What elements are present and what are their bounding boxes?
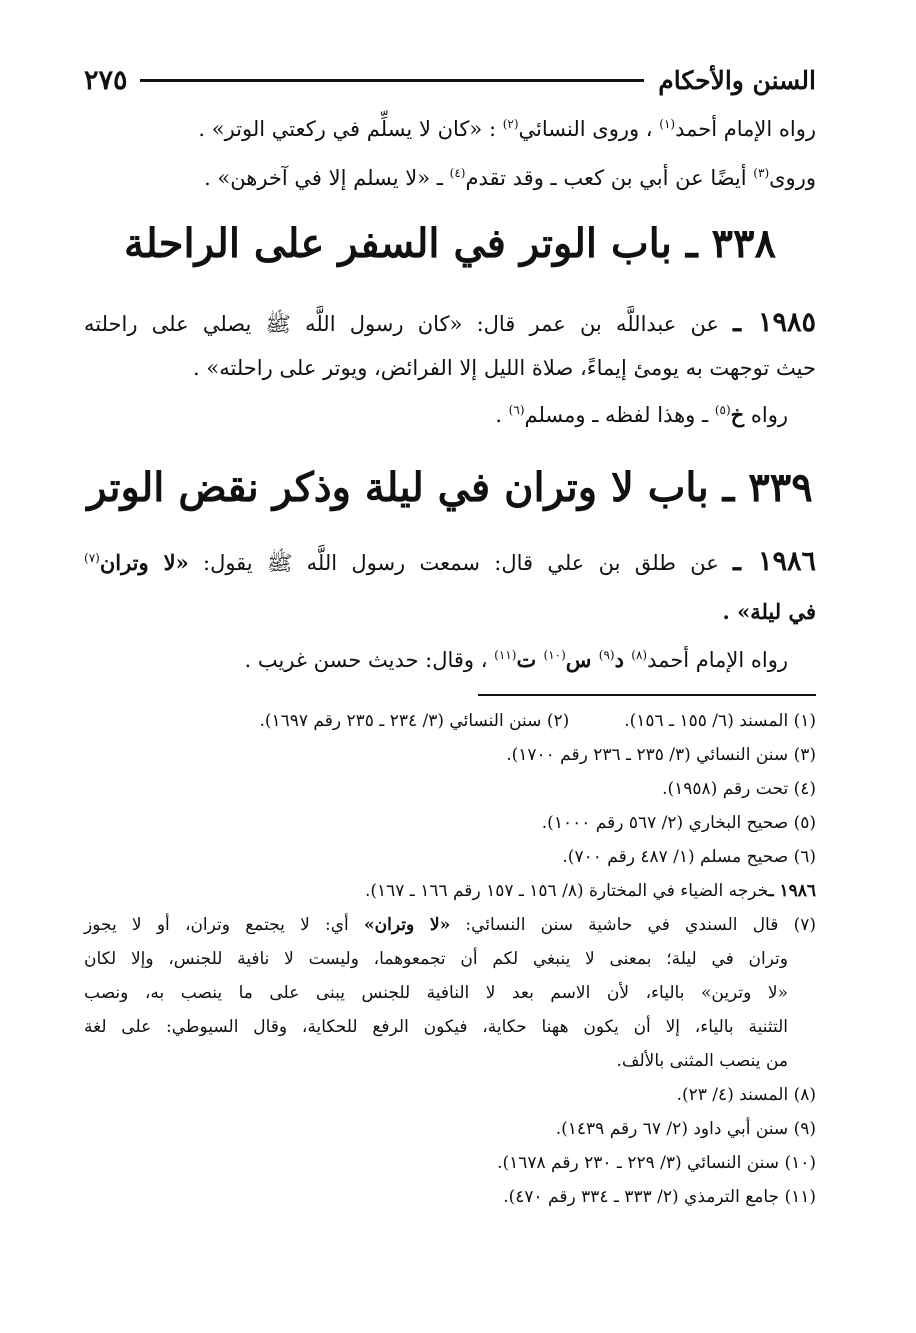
footnote-text-bold: «لا وتران» <box>364 915 451 935</box>
footnote-11: (١١) جامع الترمذي (٢/ ٣٣٣ ـ ٣٣٤ رقم ٤٧٠). <box>503 1187 816 1207</box>
running-title: السنن والأحكام <box>658 65 816 95</box>
hadith-1985-line-2: حيث توجهت به يومئ إيماءً، صلاة الليل إلا الفرائض، ويوتر على راحلته» . <box>193 356 816 380</box>
footnote-2: (٢) سنن النسائي (٣/ ٢٣٤ ـ ٢٣٥ رقم ١٦٩٧). <box>259 711 570 731</box>
intro-text: ـ «لا يسلم إلا في آخرهن» . <box>204 166 450 190</box>
footnote-7-line-2: وتران في ليلة؛ بمعنى لا ينبغي لكم أن تجمعوهما، وليست لا نافية للجنس، وإلا لكان <box>84 949 788 969</box>
header-rule <box>140 79 645 82</box>
source-code: خ <box>730 402 745 427</box>
hadith-text: عن طلق بن علي قال: سمعت رسول اللَّه ﷺ يقول: <box>188 551 734 575</box>
hadith-1986-narration <box>84 645 788 675</box>
footnote-ref: (١٠) <box>543 648 566 662</box>
footnote-7-line-4: التثنية بالياء، إلا أن يكون ههنا حكاية، فيكون الرفع للحكاية، وقال السيوطي: على لغة <box>84 1017 788 1037</box>
narration-text: ، وقال: حديث حسن غريب . <box>244 648 495 672</box>
hadith-number: ١٩٨٥ ـ <box>733 307 816 338</box>
footnote-4: (٤) تحت رقم (١٩٥٨). <box>662 779 816 799</box>
narration-text: رواه <box>744 403 788 427</box>
footnote-ref: (٤) <box>449 166 466 180</box>
footnote-1: (١) المسند (٦/ ١٥٥ ـ ١٥٦). <box>624 711 816 731</box>
footnote-ref: (٦) <box>508 403 525 417</box>
hadith-1985-narration <box>84 400 788 430</box>
footnote-text: (٧) قال السندي في حاشية سنن النسائي: <box>450 915 816 935</box>
footnote-10: (١٠) سنن النسائي (٣/ ٢٢٩ ـ ٢٣٠ رقم ١٦٧٨). <box>497 1153 816 1173</box>
footnote-text: أي: لا يجتمع وتران، أو لا يجوز <box>84 915 364 935</box>
intro-line-1 <box>84 114 816 144</box>
narration-text: . <box>495 403 509 427</box>
footnote-7-line-5: من ينصب المثنى بالألف. <box>616 1051 788 1071</box>
hadith-number: ١٩٨٦ ـ <box>733 546 816 577</box>
narration-text: ـ وهذا لفظه ـ ومسلم <box>524 403 715 427</box>
hadith-1986-line-2: في ليلة» . <box>722 599 816 624</box>
footnote-7-line-3: «لا وترين» بالياء، لأن الاسم بعد لا النافية للجنس يبنى على ما ينصب به، ونصب <box>84 983 788 1003</box>
running-header <box>84 58 816 102</box>
intro-text: رواه الإمام أحمد <box>675 117 816 141</box>
intro-text: وروى <box>769 166 816 190</box>
footnote-text: خرجه الضياء في المختارة (٨/ ١٥٦ ـ ١٥٧ رقم ١٦٦ ـ ١٦٧). <box>364 881 769 901</box>
footnote-ref: (٩) <box>598 648 615 662</box>
source-code: د <box>614 647 632 672</box>
footnote-6: (٦) صحيح مسلم (١/ ٤٨٧ رقم ٧٠٠). <box>562 847 816 867</box>
chapter-heading-339: ٣٣٩ ـ باب لا وتران في ليلة وذكر نقض الوتر <box>87 464 813 511</box>
hadith-number: ١٩٨٦ ـ <box>768 881 816 901</box>
intro-text: أيضًا عن أبي بن كعب ـ وقد تقدم <box>465 166 754 190</box>
narration-text: رواه الإمام أحمد <box>647 648 788 672</box>
footnote-5: (٥) صحيح البخاري (٢/ ٥٦٧ رقم ١٠٠٠). <box>541 813 816 833</box>
footnote-1-2 <box>84 706 816 736</box>
footnote-separator <box>478 694 816 696</box>
hadith-text: عن عبداللَّه بن عمر قال: «كان رسول اللَّه ﷺ يصلي على راحلته <box>84 312 734 336</box>
footnote-ref: (٥) <box>714 403 731 417</box>
hadith-1986-line-1 <box>84 547 816 578</box>
intro-text: : «كان لا يسلِّم في ركعتي الوتر» . <box>198 117 503 141</box>
source-code: س <box>565 647 599 672</box>
page-number: ٢٧٥ <box>84 64 128 96</box>
footnote-1986 <box>84 876 816 906</box>
footnote-7-line-1 <box>84 910 816 940</box>
hadith-1985-line-1 <box>84 308 816 339</box>
footnote-ref: (٧) <box>84 551 100 565</box>
footnote-ref: (٨) <box>631 648 648 662</box>
footnote-ref: (٢) <box>502 117 519 131</box>
footnote-8: (٨) المسند (٤/ ٢٣). <box>676 1085 816 1105</box>
footnote-ref: (٣) <box>753 166 770 180</box>
hadith-text-bold: «لا وتران <box>99 550 189 575</box>
intro-text: ، وروى النسائي <box>518 117 660 141</box>
source-code: ت <box>516 647 544 672</box>
footnote-ref: (١١) <box>494 648 517 662</box>
footnote-3: (٣) سنن النسائي (٣/ ٢٣٥ ـ ٢٣٦ رقم ١٧٠٠). <box>506 745 816 765</box>
footnote-ref: (١) <box>659 117 676 131</box>
footnote-9: (٩) سنن أبي داود (٢/ ٦٧ رقم ١٤٣٩). <box>555 1119 816 1139</box>
intro-line-2 <box>84 163 816 193</box>
chapter-heading-338: ٣٣٨ ـ باب الوتر في السفر على الراحلة <box>124 220 776 267</box>
